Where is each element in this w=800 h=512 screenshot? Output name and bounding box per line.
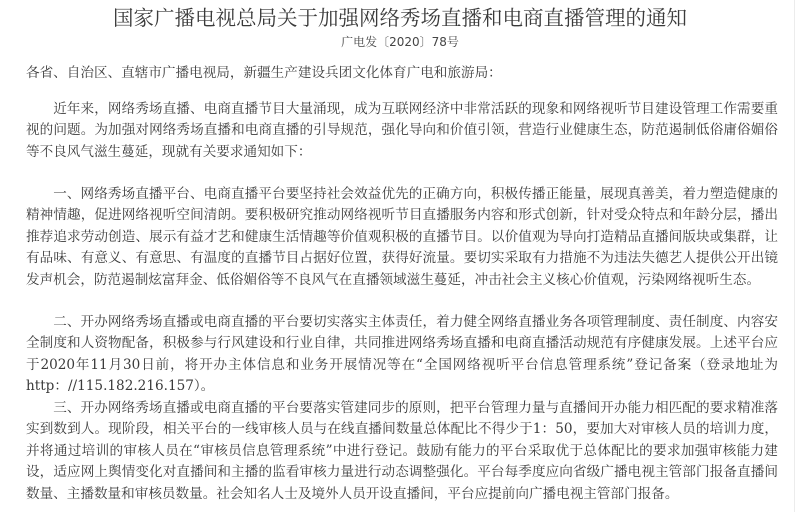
document-title: 国家广播电视总局关于加强网络秀场直播和电商直播管理的通知 bbox=[113, 6, 687, 30]
salutation bbox=[26, 63, 778, 84]
intro-paragraph bbox=[26, 99, 778, 163]
section-2 bbox=[26, 312, 778, 398]
section-1-text: 一、网络秀场直播平台、电商直播平台要坚持社会效益优先的正确方向，积极传播正能量，展现真善美，着力塑造健康的精神情趣，促进网络视听空间清朗。要积极研究推动网络视听节目直播服务内容和形式创新，针对受众特点和年龄分层，播出推荐追求劳动创造、展示有益才艺和健康生活情趣等价值观积极的直播节目。以价值观为导向打造精品直播间版块或集群，让有品味、有意义、有意思、有温度的直播节目占据好位置，获得好流量。要切实采取有力措施不为违法失德艺人提供公开出镜发声机会，防范遏制炫富拜金、低俗媚俗等不良风气在直播领域滋生蔓延，冲击社会主义核心价值观，污染网络视听生态。 bbox=[26, 186, 778, 288]
document-number: 广电发〔2020〕78号 bbox=[341, 35, 459, 49]
section-2-text: 二、开办网络秀场直播或电商直播的平台要切实落实主体责任，着力健全网络直播业务各项管理制度、责任制度、内容安全制度和人资物配备，积极参与行风建设和行业自律，共同推进网络秀场直播和电商直播活动规范有序健康发展。上述平台应于2020年11月30日前，将开办主体信息和业务开展情况等在“全国网络视听平台信息管理系统”登记备案（登录地址为http：//115.182.216.157）。 bbox=[26, 314, 778, 395]
section-1 bbox=[26, 184, 778, 291]
intro-text: 近年来，网络秀场直播、电商直播节目大量涌现，成为互联网经济中非常活跃的现象和网络视听节目建设管理工作需要重视的问题。为加强对网络秀场直播和电商直播的引导规范，强化导向和价值引领，营造行业健康生态，防范遏制低俗庸俗媚俗等不良风气滋生蔓延，现就有关要求通知如下： bbox=[26, 101, 778, 160]
section-3 bbox=[26, 398, 778, 505]
section-3-text: 三、开办网络秀场直播或电商直播的平台要落实管建同步的原则，把平台管理力量与直播间开办能力相匹配的要求精准落实到数到人。现阶段，相关平台的一线审核人员与在线直播间数量总体配比不得少于1：50，要加大对审核人员的培训力度，并将通过培训的审核人员在“审核员信息管理系统”中进行登记。鼓励有能力的平台采取优于总体配比的要求加强审核能力建设，适应网上舆情变化对直播间和主播的监看审核力量进行动态调整强化。平台每季度应向省级广播电视主管部门报备直播间数量、主播数量和审核员数量。社会知名人士及境外人员开设直播间，平台应提前向广播电视主管部门报备。 bbox=[26, 400, 778, 502]
salutation-text: 各省、自治区、直辖市广播电视局，新疆生产建设兵团文化体育广电和旅游局： bbox=[26, 65, 502, 81]
